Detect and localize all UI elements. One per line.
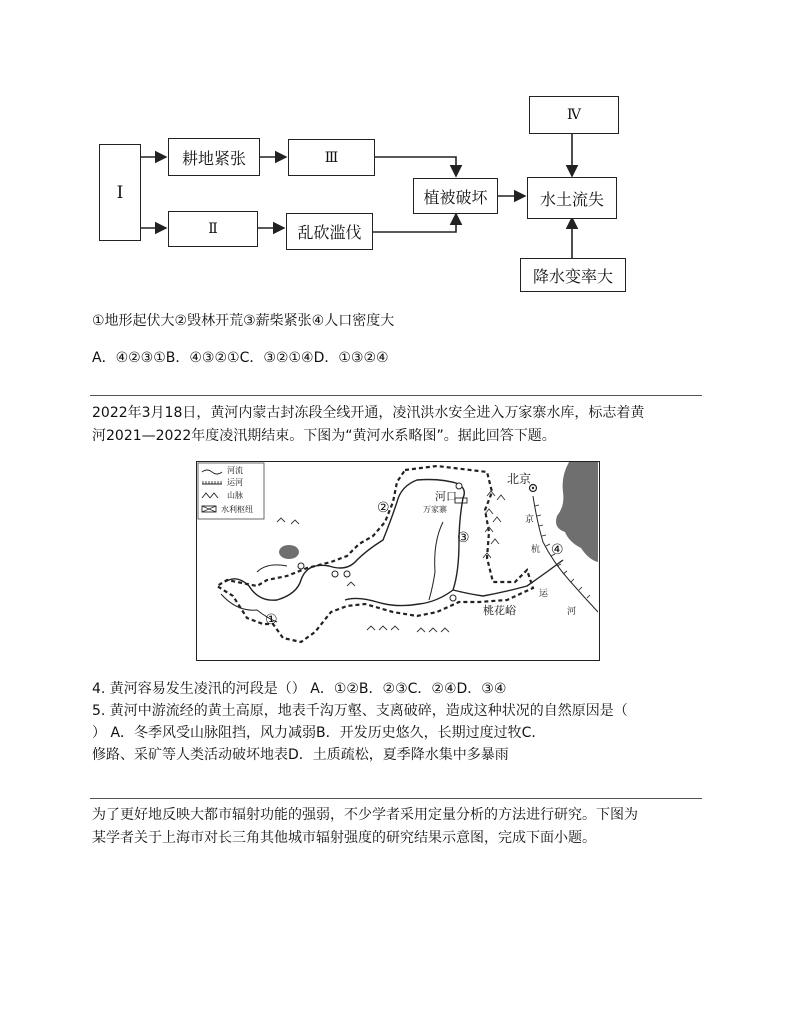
q5-line1: 5. 黄河中游流经的黄土高原，地表千沟万壑、支离破碎，造成这种状况的自然原因是（	[92, 703, 628, 719]
q5-line2: ） A．冬季风受山脉阻挡，风力减弱B．开发历史悠久，长期过度过牧C．	[92, 725, 546, 741]
divider	[90, 395, 702, 396]
box-iii: Ⅲ	[288, 139, 375, 176]
lake-shape	[279, 545, 299, 559]
legend-canal-label: 运河	[227, 478, 243, 487]
label-beijing: 北京	[507, 472, 532, 486]
arrow-iii-vegetation	[374, 157, 456, 176]
legend-mountain-label: 山脉	[227, 491, 243, 500]
legend-river-label: 河流	[227, 466, 243, 475]
passage2-line1: 2022年3月18日，黄河内蒙古封冻段全线开通，凌汛洪水安全进入万家寨水库，标志着黄	[92, 405, 645, 421]
passage3-line1: 为了更好地反映大都市辐射功能的强弱，不少学者采用定量分析的方法进行研究。下图为	[92, 807, 638, 823]
arrow-deforest-vegetation	[372, 214, 456, 232]
divider-2	[90, 798, 702, 799]
box-deforest: 乱砍滥伐	[286, 213, 373, 250]
label-wanjiazhai: 万家寨	[423, 505, 447, 514]
label-hang: 杭	[531, 545, 541, 555]
label-n3: ③	[457, 530, 470, 546]
dam-3	[298, 563, 304, 569]
q4-line: 4. 黄河容易发生凌汛的河段是（） A．①②B．②③C．②④D．③④	[92, 681, 507, 697]
box-farmland: 耕地紧张	[168, 138, 260, 176]
label-n1: ①	[265, 612, 278, 628]
dam-2	[332, 571, 338, 577]
q3-answers: A．④②③①B．④③②①C．③②①④D．①③②④	[92, 350, 389, 366]
box-ii: Ⅱ	[168, 211, 258, 247]
yellow-river-map	[196, 461, 600, 661]
box-vegetation: 植被破坏	[413, 178, 498, 214]
label-he: 河	[567, 607, 577, 617]
label-hekou: 河口	[435, 490, 457, 503]
label-jing: 京	[525, 515, 535, 525]
legend-hub-label: 水利枢纽	[221, 505, 253, 514]
label-taohuayu: 桃花峪	[483, 604, 516, 617]
box-rain: 降水变率大	[520, 258, 626, 292]
label-yun: 运	[539, 589, 549, 599]
dam-1	[344, 571, 350, 577]
box-erosion: 水土流失	[527, 177, 617, 219]
box-i: Ⅰ	[99, 144, 141, 241]
passage2-line2: 河2021—2022年度凌汛期结束。下图为“黄河水系略图”。据此回答下题。	[92, 428, 556, 444]
mountain-qinling	[367, 626, 449, 632]
map-drawing	[197, 462, 598, 659]
box-iv: Ⅳ	[529, 96, 619, 134]
passage3-line2: 某学者关于上海市对长三角其他城市辐射强度的研究结果示意图，完成下面小题。	[92, 830, 596, 846]
q3-options: ①地形起伏大②毁林开荒③薪柴紧张④人口密度大	[92, 313, 395, 329]
q5-line3: 修路、采矿等人类活动破坏地表D．土质疏松，夏季降水集中多暴雨	[92, 747, 509, 763]
tributary-1	[429, 522, 443, 600]
label-n2: ②	[377, 500, 390, 516]
tributary-2	[257, 565, 287, 572]
taohuayu-point	[450, 595, 456, 601]
mountain-taihang	[483, 491, 505, 558]
label-n4: ④	[551, 542, 564, 558]
